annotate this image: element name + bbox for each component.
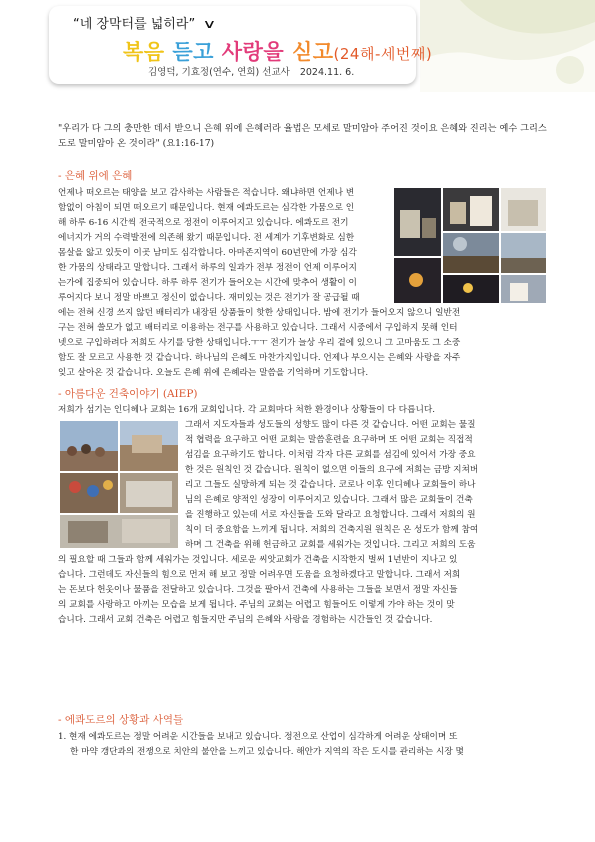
- paragraph-line: 잊고 살아온 것 같습니다. 오늘도 은혜 위에 은혜라는 말씀을 기억하며 기도합니다.: [58, 368, 369, 378]
- section-heading-grace: - 은혜 위에 은혜: [58, 170, 133, 182]
- paragraph-line: 1. 현재 에콰도르는 정말 어려운 시간들을 보내고 있습니다. 정전으로 산업이 심각하게 어려운 상태이며 또: [58, 732, 458, 742]
- title-word-3: 사랑을: [221, 40, 285, 64]
- paragraph-line: 언제나 떠오르는 태양을 보고 감사하는 사람들은 적습니다. 왜냐하면 언제나 변: [58, 188, 355, 198]
- photo-collage-church: [60, 421, 178, 548]
- paragraph-line: 의 교회를 사랑하고 아끼는 모습을 보게 됩니다. 주님의 교회는 어렵고 힘들어도 이렇게 가야 하는 것이 맞: [58, 600, 455, 610]
- paragraph-line: 에는 전혀 신경 쓰지 않던 배터리가 내장된 상품들이 핫한 상태입니다. 밤에 전기가 들어오지 않으니 일반전: [58, 308, 461, 318]
- section-heading-ecuador: - 에콰도르의 상황과 사역들: [58, 714, 184, 726]
- paragraph-line: 몸살을 앓고 있듯이 이곳 남미도 심각합니다. 아마존지역이 60년만에 가장 심각: [58, 248, 357, 258]
- date: 2024.11. 6.: [299, 67, 355, 78]
- paragraph-line: 의 필요할 때 그들과 함께 세워가는 것입니다. 세로운 씨앗교회가 건축을 시작한지 벌써 1년반이 지나고 있: [58, 555, 458, 565]
- title-subtitle: (24해-세번째): [333, 45, 433, 63]
- paragraph-line: 습니다. 그래서 교회 건축은 어렵고 힘들지만 주님의 은혜와 사랑을 경험하는 시간들인 것 같습니다.: [58, 615, 433, 625]
- newsletter-header: [0, 0, 595, 92]
- paragraph-line: 넷으로 구입하려다 저희도 사기를 당한 상태입니다.ㅜㅜ 전기가 늘상 우리 곁에 있으니 그 고마움도 그 소중: [58, 338, 461, 348]
- paragraph-line: 루어지다 보니 정말 바쁘고 정신이 없습니다. 재미있는 것은 전기가 잘 공급될 때: [58, 293, 360, 303]
- paragraph-line: 적 협력을 요구하고 어떤 교회는 말씀훈련을 요구하며 또 어떤 교회는 직접적: [185, 435, 473, 445]
- paragraph-line: 에너지가 거의 수력발전에 의존해 왔기 때문입니다. 전 세계가 기후변화로 심한: [58, 233, 355, 243]
- scripture-quote: "우리가 다 그의 충만한 데서 받으니 은혜 위에 은혜러라 율법은 모세로 말미암아 주어진 것이요 은혜와 진리는 예수 그리스도로 말미암아 온 것이라" (요1:16-17): [58, 123, 547, 149]
- section-heading-architecture: - 아름다운 건축이야기 (AIEP): [58, 388, 198, 400]
- title-word-1: 복음: [123, 40, 165, 64]
- header-decoration: [420, 0, 595, 92]
- paragraph-line: 하며 그 건축을 위해 헌금하고 교회를 세워가는 것입니다. 그리고 저희의 도움: [185, 540, 476, 550]
- title-word-2: 듣고: [172, 40, 214, 64]
- photo-collage-blackout: [394, 188, 546, 303]
- newsletter-title: [123, 36, 432, 66]
- paragraph-line: 칙이 더 중요함을 느끼게 됩니다. 저희의 건축지원 원칙은 온 성도가 함께 참여: [185, 525, 479, 535]
- series-title: [73, 13, 217, 32]
- paragraph-line: 해 하루 6-16 시간씩 전국적으로 정전이 이루어지고 있습니다. 에콰도르 전기: [58, 218, 349, 228]
- paragraph-line: 섬김을 요구하기도 합니다. 이처럼 각자 다른 교회를 섬김에 있어서 가장 중요: [185, 450, 476, 460]
- authors: 김영덕, 기효정(연수, 연희) 선교사: [148, 67, 290, 78]
- paragraph-line: 을 진행하고 있는데 서로 자신들을 도와 달라고 요청합니다. 그래서 저희의 원: [185, 510, 476, 520]
- paragraph-line: 는 돈보다 헌옷이나 물품을 전달하고 있습니다. 그것을 팔아서 건축에 사용하는 그들을 보면서 정말 자신들: [58, 585, 458, 595]
- paragraph-line: 구는 전혀 쓸모가 없고 배터리로 이용하는 전구를 사용하고 있습니다. 그래서 시중에서 구입하지 못해 인터: [58, 323, 458, 333]
- series-label: “네 장막터를 넓히라”: [73, 17, 196, 32]
- paragraph-line: 저희가 섬기는 인디헤나 교회는 16개 교회입니다. 각 교회마다 처한 환경이나 상황들이 다 다릅니다.: [58, 405, 436, 415]
- paragraph-line: 님의 은혜로 양적인 성장이 이루어지고 있습니다. 그래서 많은 교회들이 건축: [185, 495, 473, 505]
- title-word-4: 싣고: [291, 40, 334, 64]
- header-title-box: [49, 6, 433, 84]
- paragraph-line: 한 가뭄의 상태라고 말합니다. 그래서 하루의 일과가 전부 정전이 언제 이루어지: [58, 263, 357, 273]
- paragraph-line: 습니다. 그런데도 자신들의 힘으로 먼저 해 보고 정말 어려우면 도움을 요청하겠다고 말합니다. 그래서 저희: [58, 570, 461, 580]
- paragraph-line: 리고 그들도 실망하게 되는 것 같습니다. 코로나 이후 인디헤나 교회들이 하나: [185, 480, 476, 490]
- paragraph-line: 한 것은 원칙인 것 같습니다. 원칙이 없으면 이들의 요구에 저희는 금방 지쳐버: [185, 465, 479, 475]
- paragraph-line: 그래서 지도자들과 성도들의 성향도 많이 다른 것 같습니다. 어떤 교회는 물질: [185, 420, 476, 430]
- paragraph-line: 는가에 집중되어 있습니다. 하루 하루 전기가 들어오는 시간에 맞추어 생활이 이: [58, 278, 357, 288]
- paragraph-line: 함도 잘 모르고 사용한 것 같습니다. 하나님의 은혜도 마찬가지입니다. 언제나 부으시는 은혜와 사랑을 자주: [58, 353, 461, 363]
- paragraph-line: 한 마약 갱단과의 전쟁으로 치안의 불안을 느끼고 있습니다. 해안가 지역의 작은 도시를 관리하는 시장 몇: [70, 747, 464, 757]
- byline: [148, 64, 354, 78]
- paragraph-line: 함없이 아침이 되면 떠오르기 때문입니다. 현재 에콰도르는 심각한 가뭄으로 인: [58, 203, 355, 213]
- chevron-down-icon: ∨: [202, 17, 217, 31]
